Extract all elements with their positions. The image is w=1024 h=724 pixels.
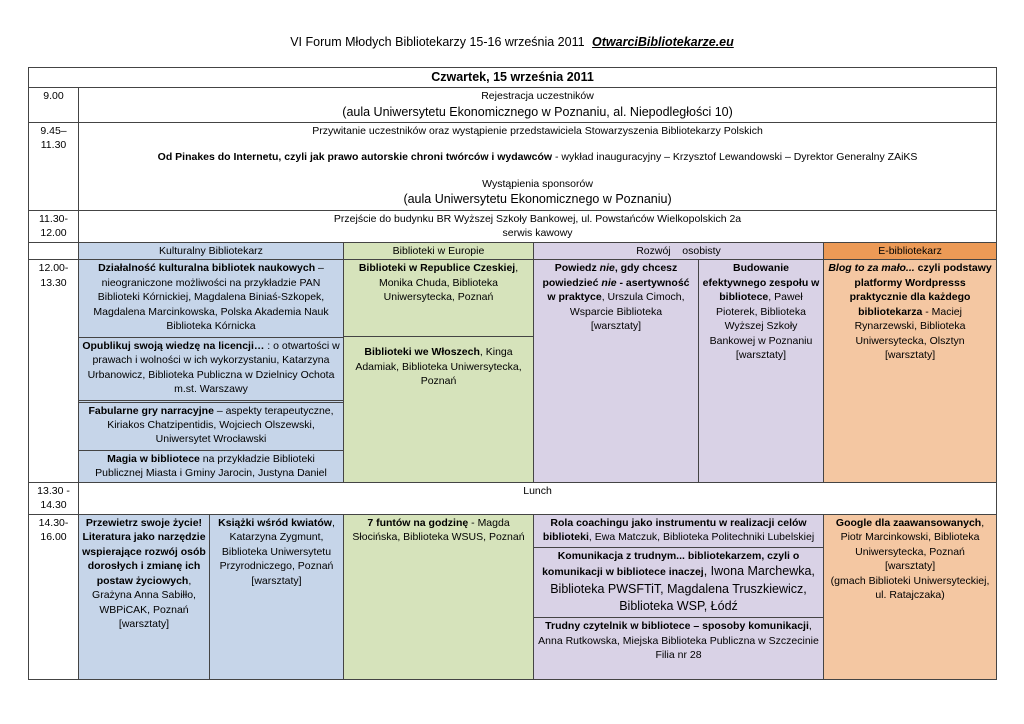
kulturalny-session2b: [210, 514, 344, 679]
time-cell: 9.00: [29, 88, 79, 123]
session-title: Budowanie efektywnego zespołu w bibliotece: [702, 262, 820, 304]
session-details: , Ewa Matczuk, Biblioteka Politechniki Lubelskiej: [588, 531, 815, 544]
forum-title: VI Forum Młodych Bibliotekarzy 15-16 września 2011: [290, 35, 585, 49]
schedule-row-lunch: [29, 482, 997, 514]
session-details: - Magda Słocińska, Biblioteka WSUS, Poznań: [352, 516, 525, 544]
rozwoj-session1b: [699, 260, 824, 483]
registration-label: Rejestracja uczestników: [481, 90, 594, 103]
europa-session1: [344, 260, 534, 483]
session-title: 7 funtów na godzinę: [367, 516, 469, 529]
session-title: Opublikuj swoją wiedzę na licencji…: [82, 339, 265, 352]
schedule-row-session1: [29, 260, 997, 483]
session-title-part: Powiedz: [554, 262, 600, 275]
schedule-row-opening: [29, 122, 997, 210]
session-details: - Maciej Rynarzewski, Biblioteka Uniwersytecka, Olsztyn: [854, 305, 966, 347]
session-title: Przewietrz swoje życie! Literatura jako narzędzie wspierające rozwój osób dorosłych i zmianę ich postaw życiowych: [82, 516, 206, 587]
session-title-part: Blog to za mało...: [828, 262, 915, 275]
session-title-part: nie: [599, 262, 615, 275]
session-details: , Katarzyna Zygmunt, Biblioteka Uniwersytetu Przyrodniczego, Poznań: [219, 516, 335, 573]
session-item: [347, 516, 530, 545]
session-item: [537, 261, 695, 319]
schedule-row-transfer: [29, 210, 997, 242]
session-item: [827, 516, 993, 559]
session-item: [534, 617, 823, 663]
workshop-tag: [warsztaty]: [590, 320, 642, 333]
session-title-part: , gdy chcesz powiedzieć: [542, 262, 678, 289]
session-title: Magia w bibliotece: [107, 452, 200, 465]
session-title-part: - asertywność w praktyce: [547, 276, 690, 304]
session-details: , Monika Chuda, Biblioteka Uniwersytecka, Poznań: [378, 262, 519, 304]
day-title: Czwartek, 15 września 2011: [29, 68, 997, 88]
session-details: , Anna Rutkowska, Miejska Biblioteka Publiczna w Szczecinie Filia nr 28: [538, 620, 819, 662]
session-item: [79, 260, 343, 334]
workshop-tag: [warsztaty]: [884, 560, 936, 573]
coffee-text: serwis kawowy: [502, 227, 573, 240]
track-ebibliotekarz: E-bibliotekarz: [824, 242, 997, 259]
sponsors-text: Wystąpienia sponsorów: [482, 177, 593, 190]
europa-session2: [344, 514, 534, 679]
schedule-table: [28, 67, 997, 680]
time-cell: 11.30-12.00: [29, 210, 79, 242]
ebibliotekarz-session2: [824, 514, 997, 679]
session-details: – aspekty terapeutyczne, Kiriakos Chatzipentidis, Wojciech Olszewski, Uniwersytet Wrocławski: [107, 404, 334, 446]
session-details: – nieograniczone możliwości na przykładzie PAN Biblioteki Kórnickiej, Magdalena Biniaś-Szkopek, Magdalena Marcinkowska, Polska Akademia Nauk Biblioteka Kórnicka: [93, 262, 329, 333]
opening-cell: [79, 122, 997, 210]
opening-place: (aula Uniwersytetu Ekonomicznego w Poznaniu): [403, 192, 672, 207]
track-europa: Biblioteki w Europie: [344, 242, 534, 259]
session-title: Biblioteki w Republice Czeskiej: [358, 262, 516, 275]
session-details: , Paweł Pioterek, Biblioteka Wyższej Szkoły Bankowej w Poznaniu: [709, 291, 813, 347]
session-details: , Iwona Marchewka, Biblioteka PWSFTiT, Magdalena Truszkiewicz, Biblioteka WSP, Łódź: [550, 564, 815, 613]
session-item: [344, 260, 533, 336]
workshop-tag: [warsztaty]: [735, 349, 787, 362]
time-cell: 13.30 - 14.30: [29, 482, 79, 514]
time-cell: 14.30-16.00: [29, 514, 79, 679]
session-title: Książki wśród kwiatów: [218, 516, 332, 529]
registration-cell: [79, 88, 997, 123]
ebibliotekarz-session1: [824, 260, 997, 483]
venue-note: (gmach Biblioteki Uniwersyteckiej, ul. Ratajczaka): [830, 574, 990, 602]
lecture-details: - wykład inauguracyjny – Krzysztof Lewandowski – Dyrektor Generalny ZAiKS: [552, 151, 918, 164]
session-title: Google dla zaawansowanych: [835, 516, 982, 529]
schedule-row-session2: [29, 514, 997, 679]
time-cell: 9.45–11.30: [29, 122, 79, 210]
site-link[interactable]: OtwarciBibliotekarze.eu: [592, 35, 734, 49]
session-item: [82, 516, 206, 617]
kulturalny-session1: [79, 260, 344, 483]
welcome-text: Przywitanie uczestników oraz wystąpienie przedstawiciela Stowarzyszenia Bibliotekarzy Polskich: [312, 124, 763, 137]
lunch-cell: Lunch: [79, 482, 997, 514]
track-rozwoj: Rozwój osobisty: [534, 242, 824, 259]
session-title: Działalność kulturalna bibliotek naukowych: [98, 262, 316, 275]
session-item: [534, 547, 823, 616]
session-item: [79, 400, 343, 448]
session-item: [827, 261, 993, 348]
day-title-row: [29, 68, 997, 88]
session-item: [79, 450, 343, 482]
session-title: Trudny czytelnik w bibliotece – sposoby komunikacji: [545, 620, 809, 633]
lecture-title: Od Pinakes do Internetu, czyli jak prawo autorskie chroni twórców i wydawców: [157, 151, 553, 164]
session-details: na przykładzie Biblioteki Publicznej Miasta i Gminy Jarocin, Justyna Daniel: [95, 452, 327, 480]
session-title: Komunikacja z trudnym... bibliotekarzem, czyli o komunikacji w bibliotece inaczej: [542, 549, 800, 579]
workshop-tag: [warsztaty]: [251, 574, 302, 587]
session-title: Fabularne gry narracyjne: [88, 404, 214, 417]
session-details: , Piotr Marcinkowski, Biblioteka Uniwersytecka, Poznań: [840, 516, 985, 558]
session-details: , Grażyna Anna Sabiłło, WBPiCAK, Poznań: [92, 574, 196, 616]
session-details: , Kinga Adamiak, Biblioteka Uniwersytecka, Poznań: [355, 346, 522, 388]
workshop-tag: [warsztaty]: [884, 349, 936, 362]
session-title-part: nie: [601, 276, 617, 289]
workshop-tag: [warsztaty]: [118, 618, 170, 631]
session-item: [213, 516, 340, 574]
track-header-row: [29, 242, 997, 259]
rozwoj-session2: [534, 514, 824, 679]
registration-place: (aula Uniwersytetu Ekonomicznego w Poznaniu, al. Niepodległości 10): [342, 104, 733, 119]
session-item: [79, 337, 343, 398]
session-title: Rola coachingu jako instrumentu w realizacji celów biblioteki: [542, 516, 807, 544]
session-item: [702, 261, 820, 348]
document-header: [0, 35, 1024, 49]
session-details: , Urszula Cimoch, Wsparcie Biblioteka: [569, 291, 685, 318]
track-kulturalny: Kulturalny Bibliotekarz: [79, 242, 344, 259]
session-title: Biblioteki we Włoszech: [364, 346, 480, 359]
session-item: [534, 515, 823, 546]
time-cell: 12.00-13.30: [29, 260, 79, 483]
rozwoj-session1a: [534, 260, 699, 483]
session-title-part: czyli podstawy platformy Wordpresss praktycznie dla każdego bibliotekarza: [849, 262, 992, 318]
schedule-row-registration: [29, 88, 997, 123]
session-item: [344, 336, 533, 389]
kulturalny-session2a: [79, 514, 210, 679]
session-details: : o otwartości w prawach i wolności w ich wykorzystaniu, Katarzyna Urbanowicz, Biblioteka Publiczna w Dzielnicy Ochota m.st. Warszawy: [87, 339, 340, 396]
lecture-text: [82, 150, 993, 164]
transfer-text: Przejście do budynku BR Wyższej Szkoły Bankowej, ul. Powstańców Wielkopolskich 2a: [333, 212, 742, 225]
transfer-cell: [79, 210, 997, 242]
